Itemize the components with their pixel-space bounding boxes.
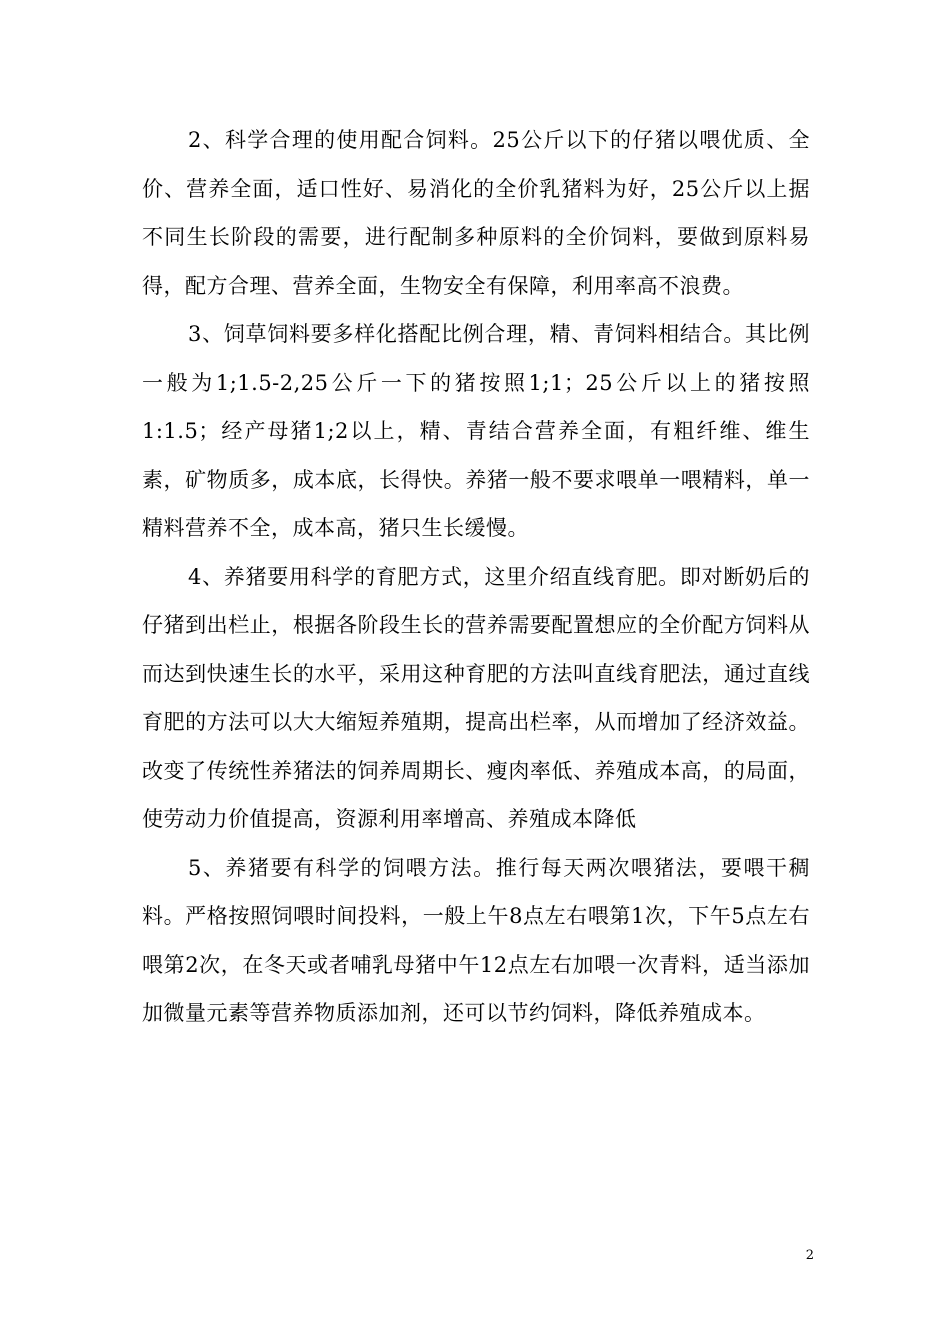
paragraph-fattening-method: 4、养猪要用科学的育肥方式，这里介绍直线育肥。即对断奶后的仔猪到出栏止，根据各阶段生长的营养需要配置想应的全价配方饲料从而达到快速生长的水平，采用这种育肥的方法叫直线育肥法，通过直线育肥的方法可以大大缩短养殖期，提高出栏率，从而增加了经济效益。改变了传统性养猪法的饲养周期长、瘦肉率低、养殖成本高，的局面，使劳动力价值提高，资源利用率增高、养殖成本降低 — [142, 564, 810, 831]
page-number: 2 — [805, 1248, 814, 1263]
paragraph-feed-ratio: 3、饲草饲料要多样化搭配比例合理，精、青饲料相结合。其比例一般为1;1.5-2,25公斤一下的猪按照1;1；25公斤以上的猪按照1:1.5；经产母猪1;2以上，精、青结合营养全面，有粗纤维、维生素，矿物质多，成本底，长得快。养猪一般不要求喂单一喂精料，单一精料营养不全，成本高，猪只生长缓慢。 — [142, 322, 810, 540]
paragraph-feeding-method: 5、养猪要有科学的饲喂方法。推行每天两次喂猪法，要喂干稠料。严格按照饲喂时间投料，一般上午8点左右喂第1次，下午5点左右喂第2次，在冬天或者哺乳母猪中午12点左右加喂一次青料，适当添加加微量元素等营养物质添加剂，还可以节约饲料，降低养殖成本。 — [142, 855, 810, 1025]
paragraph-feed-usage: 2、科学合理的使用配合饲料。25公斤以下的仔猪以喂优质、全价、营养全面，适口性好、易消化的全价乳猪料为好，25公斤以上据不同生长阶段的需要，进行配制多种原料的全价饲料，要做到原料易得，配方合理、营养全面，生物安全有保障，利用率高不浪费。 — [142, 128, 810, 298]
body-text — [142, 116, 810, 1038]
